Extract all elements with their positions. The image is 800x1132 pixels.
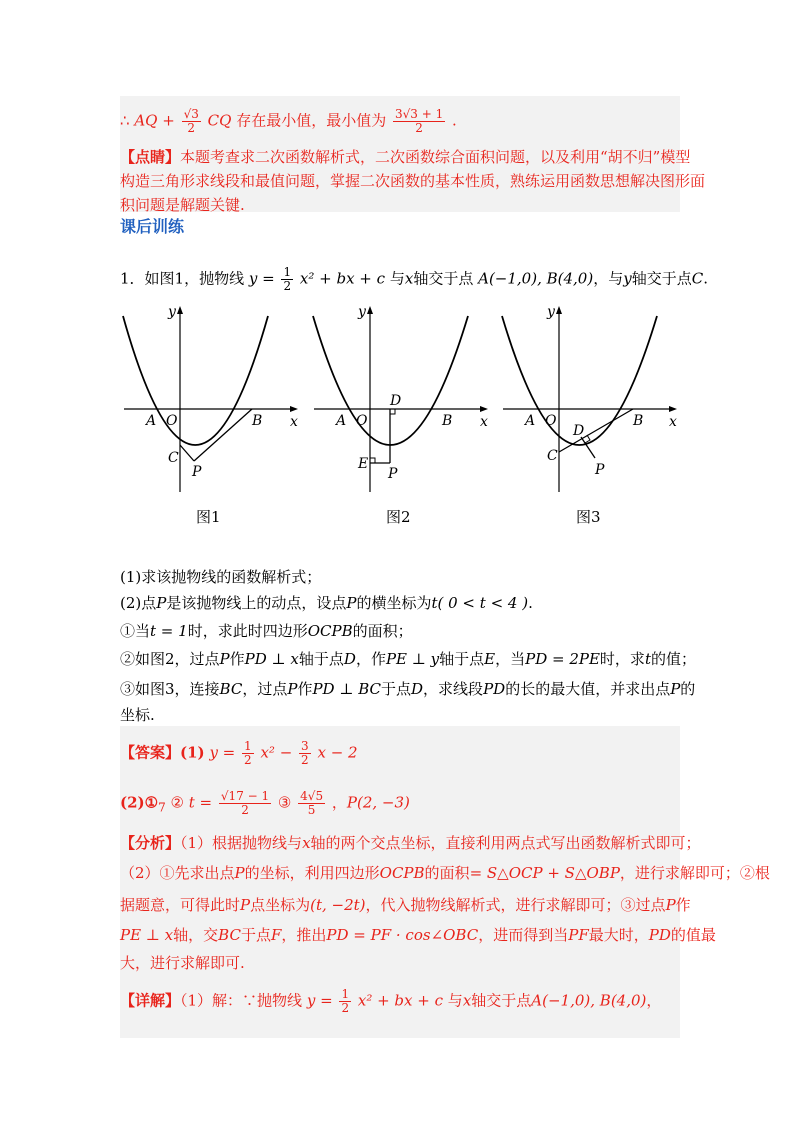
fraction-half: $\frac{1}{2}$ [283, 265, 292, 293]
min-value-line: ∴ AQ + $\frac{√3}{2}$ CQ 存在最小值，最小值为 $\frac{3√3 + 1}{2}$ . [120, 107, 457, 135]
label-e: E [358, 456, 369, 472]
analysis-line-2: （2）①先求出点P的坐标，利用四边形OCPB的面积= S△OCP + S△OBP，进行求解即可；②根 [120, 864, 770, 882]
detail-line-1: 【详解】（1）解：∵抛物线 y = $\frac{1}{2}$ x² + bx + c 与x轴交于点A(−1,0), B(4,0)， [120, 987, 662, 1015]
analysis-line-5: 大，进行求解即可. [120, 954, 245, 972]
x-axis-arrow [669, 406, 677, 412]
parabola [123, 316, 268, 445]
label-y: y [358, 304, 366, 320]
caption-figure-3: 图3 [576, 508, 601, 526]
caption-figure-2: 图2 [386, 508, 411, 526]
label-p: P [388, 466, 398, 482]
label-c: C [168, 450, 179, 466]
answer-2: $(2)①_7$ ② t = $\frac{√17 - 1}{2}$ ③ $\frac{4√5}{5}$ ，P(2, −3) [120, 789, 410, 817]
fraction-min-value: $\frac{3√3 + 1}{2}$ [395, 107, 444, 135]
label-x: x [669, 414, 677, 430]
section-title: 课后训练 [120, 217, 185, 236]
label-x: x [290, 414, 298, 430]
comment-line-1: 【点睛】本题考查求二次函数解析式，二次函数综合面积问题，以及利用“胡不归”模型 [120, 148, 691, 166]
right-angle-d [390, 409, 395, 414]
caption-figure-1: 图1 [196, 508, 221, 526]
segment-pb [194, 409, 252, 461]
fraction-sqrt3-over-2: $\frac{√3}{2}$ [183, 107, 199, 135]
question-1: (1)求该抛物线的函数解析式； [120, 568, 322, 586]
y-axis-arrow [367, 306, 373, 314]
y-axis-arrow [556, 306, 562, 314]
label-y: y [547, 304, 555, 320]
label-x: x [480, 414, 488, 430]
answer-1: 【答案】(1) y = $\frac{1}{2}$ x² − $\frac{3}{2}$ x − 2 [120, 739, 358, 767]
label-a: A [336, 413, 347, 429]
analysis-line-1: 【分析】（1）根据抛物线与x轴的两个交点坐标，直接利用两点式写出函数解析式即可； [120, 834, 701, 852]
label-o: O [545, 413, 557, 429]
label-o: O [166, 413, 178, 429]
question-2-3: ③如图3，连接BC，过点P作PD ⊥ BC于点D，求线段PD的长的最大值，并求出点P的 [120, 680, 696, 698]
analysis-line-4: PE ⊥ x轴，交BC于点F，推出PD = PF · cos∠OBC，进而得到当PF最大时，PD的值最 [120, 926, 716, 944]
label-p: P [595, 462, 605, 478]
problem-statement: 1．如图1，抛物线 y = $\frac{1}{2}$ x² + bx + c 与x轴交于点 A(−1,0), B(4,0)，与y轴交于点C. [120, 265, 708, 293]
x-axis-arrow [290, 406, 298, 412]
question-2-3-cont: 坐标. [120, 706, 155, 724]
figure-3 [497, 302, 683, 497]
label-d: D [573, 423, 585, 439]
question-2: (2)点P是该抛物线上的动点，设点P的横坐标为t( 0 < t < 4 ). [120, 594, 533, 612]
label-y: y [168, 304, 176, 320]
label-a: A [146, 413, 157, 429]
segment-cb [559, 409, 633, 452]
figure-1 [118, 302, 304, 497]
question-2-2: ②如图2，过点P作PD ⊥ x轴于点D，作PE ⊥ y轴于点E，当PD = 2PE时，求t的值； [120, 650, 696, 668]
comment-line-2: 构造三角形求线段和最值问题，掌握二次函数的基本性质，熟练运用函数思想解决图形面 [120, 172, 706, 190]
label-b: B [633, 413, 644, 429]
segment-cp [180, 445, 194, 461]
label-c: C [547, 448, 558, 464]
label-d: D [390, 393, 402, 409]
label-a: A [525, 413, 536, 429]
label-o: O [356, 413, 368, 429]
analysis-line-3: 据题意，可得此时P点坐标为(t, −2t)，代入抛物线解析式，进行求解即可；③过点P作 [120, 896, 691, 914]
label-b: B [252, 413, 263, 429]
right-angle-e [370, 458, 375, 463]
y-axis-arrow [177, 306, 183, 314]
label-p: P [192, 464, 202, 480]
question-2-1: ①当t = 1时，求此时四边形OCPB的面积； [120, 622, 413, 640]
x-axis-arrow [480, 406, 488, 412]
comment-line-3: 积问题是解题关键. [120, 196, 245, 214]
figure-2 [308, 302, 494, 497]
label-b: B [442, 413, 453, 429]
